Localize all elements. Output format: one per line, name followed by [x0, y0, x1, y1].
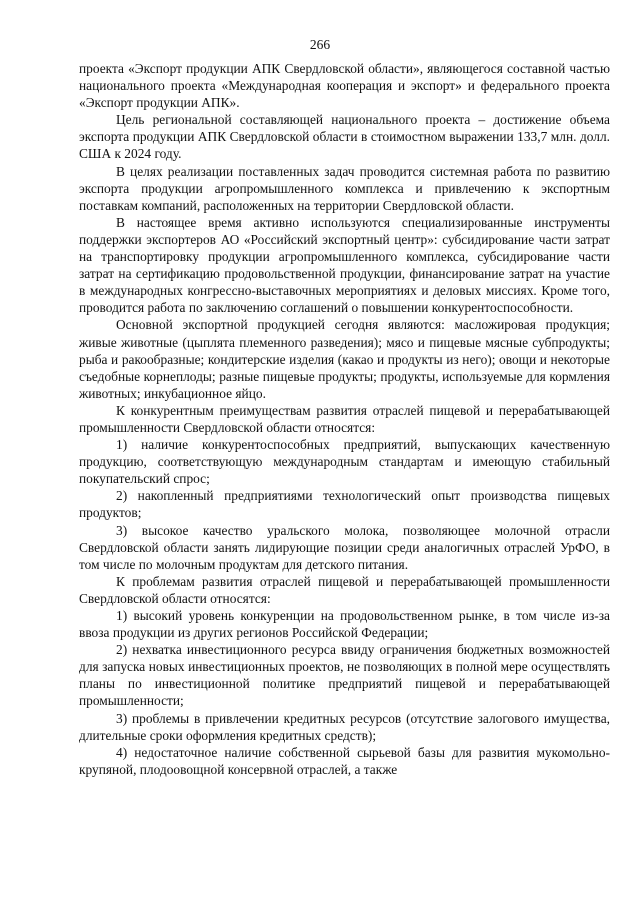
document-body [79, 60, 610, 778]
list-item-problem-2: 2) нехватка инвестиционного ресурса ввиду ограничения бюджетных возможностей для запуска новых инвестиционных проектов, не позволяющих в полной мере осуществлять планы по инвестиционной политике предприятий пищевой и перерабатывающей промышленности; [79, 642, 610, 709]
paragraph-main-export-products: Основной экспортной продукцией сегодня являются: масложировая продукция; живые животные (цыплята племенного разведения); мясо и пищевые мясные субпродукты; рыба и ракообразные; кондитерские изделия (какао и продукты из него); овощи и некоторые съедобные корнеплоды; разные пищевые продукты; продукты, используемые для кормления животных; инкубационное яйцо. [79, 317, 610, 401]
paragraph-support-instruments: В настоящее время активно используются специализированные инструменты поддержки экспортеров АО «Российский экспортный центр»: субсидирование части затрат на транспортировку продукции агропромышленного комплекса, субсидирование части затрат на сертификацию продовольственной продукции, финансирование затрат на участие в международных конгрессно-выставочных мероприятиях и деловых миссиях. Кроме того, проводится работа по заключению соглашений о повышении конкурентоспособности. [79, 214, 610, 316]
list-item-problem-3: 3) проблемы в привлечении кредитных ресурсов (отсутствие залогового имущества, длительные сроки оформления кредитных средств); [79, 710, 610, 743]
paragraph-advantages-intro: К конкурентным преимуществам развития отраслей пищевой и перерабатывающей промышленности Свердловской области относятся: [79, 402, 610, 435]
list-item-advantage-3: 3) высокое качество уральского молока, позволяющее молочной отрасли Свердловской области занять лидирующие позиции среди аналогичных отраслей УрФО, в том числе по молочным продуктам для детского питания. [79, 522, 610, 572]
paragraph-systematic-work: В целях реализации поставленных задач проводится системная работа по развитию экспорта продукции агропромышленного комплекса и привлечению к экспортным поставкам компаний, расположенных на территории Свердловской области. [79, 163, 610, 213]
list-item-problem-4: 4) недостаточное наличие собственной сырьевой базы для развития мукомольно-крупяной, плодоовощной консервной отраслей, а также [79, 744, 610, 777]
list-item-advantage-2: 2) накопленный предприятиями технологический опыт производства пищевых продуктов; [79, 488, 610, 521]
list-item-advantage-1: 1) наличие конкурентоспособных предприятий, выпускающих качественную продукцию, соответствующую международным стандартам и имеющую стабильный покупательский спрос; [79, 437, 610, 487]
paragraph-regional-goal: Цель региональной составляющей национального проекта – достижение объема экспорта продукции АПК Свердловской области в стоимостном выражении 133,7 млн. долл. США к 2024 году. [79, 112, 610, 162]
list-item-problem-1: 1) высокий уровень конкуренции на продовольственном рынке, в том числе из-за ввоза продукции из других регионов Российской Федерации; [79, 608, 610, 641]
page-number: 266 [309, 37, 331, 52]
paragraph-problems-intro: К проблемам развития отраслей пищевой и перерабатывающей промышленности Свердловской области относятся: [79, 573, 610, 606]
paragraph-export-project-continuation: проекта «Экспорт продукции АПК Свердловской области», являющегося составной частью национального проекта «Международная кооперация и экспорт» и федерального проекта «Экспорт продукции АПК». [79, 61, 610, 111]
